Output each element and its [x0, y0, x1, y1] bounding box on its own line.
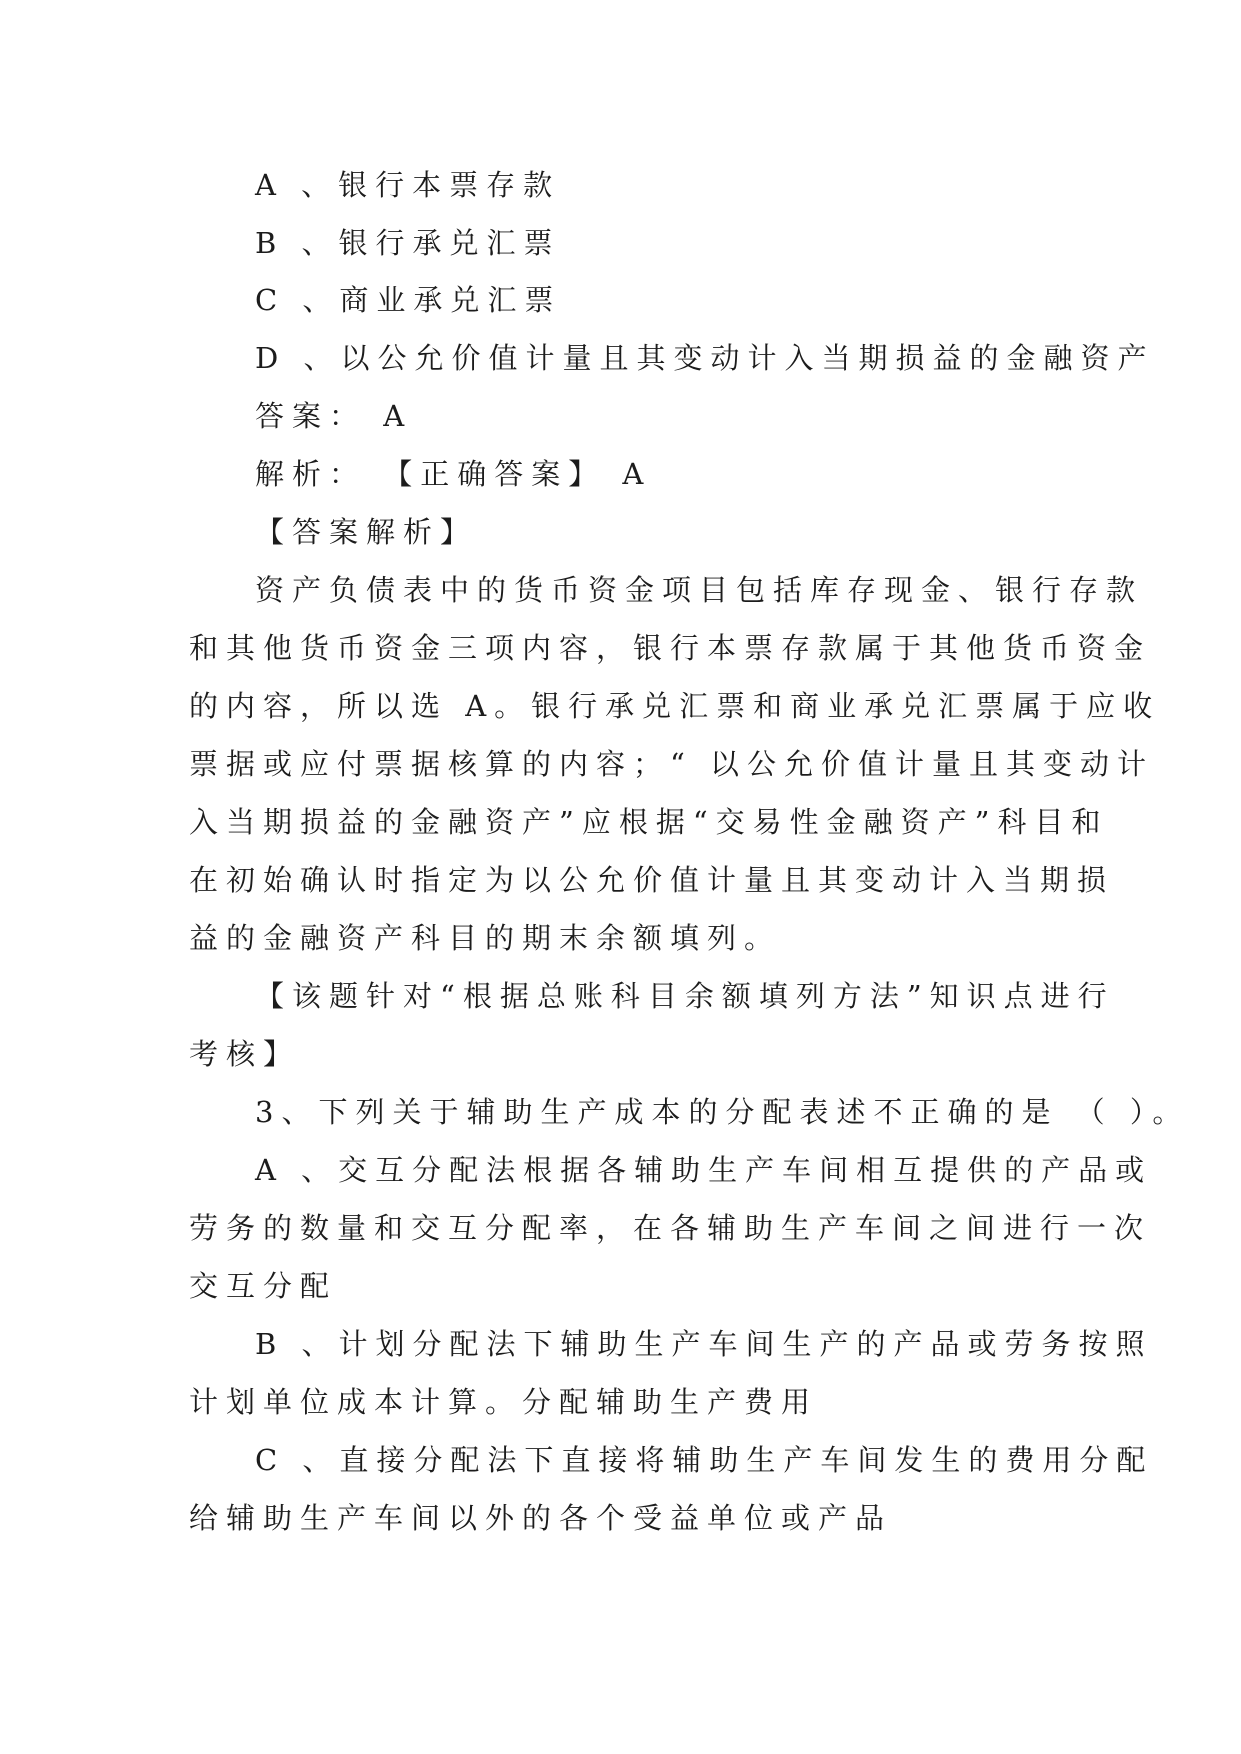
option-a: A 、银行本票存款 [255, 168, 561, 202]
analysis-line: 解析： 【正确答案】 A [255, 457, 652, 491]
option-b: B 、银行承兑汇票 [255, 226, 561, 260]
explanation-line: 票据或应付票据核算的内容；“ 以公允价值计量且其变动计 [189, 747, 1155, 781]
explanation-line: 资产负债表中的货币资金项目包括库存现金、银行存款 [255, 573, 1144, 607]
knowledge-point-line: 【该题针对“根据总账科目余额填列方法”知识点进行 [255, 979, 1115, 1013]
q3-option-c-line: 给辅助生产车间以外的各个受益单位或产品 [189, 1501, 893, 1535]
q3-option-a-line: 交互分配 [189, 1269, 338, 1303]
explanation-line: 在初始确认时指定为以公允价值计量且其变动计入当期损 [189, 863, 1115, 897]
q3-option-a-line: A 、交互分配法根据各辅助生产车间相互提供的产品或 [255, 1153, 1153, 1187]
q3-option-a-line: 劳务的数量和交互分配率，在各辅助生产车间之间进行一次 [189, 1211, 1152, 1245]
question-3: 3、下列关于辅助生产成本的分配表述不正确的是 （ ）。 [255, 1095, 1190, 1129]
option-d: D 、以公允价值计量且其变动计入当期损益的金融资产 [255, 341, 1155, 375]
q3-option-b-line: B 、计划分配法下辅助生产车间生产的产品或劳务按照 [255, 1327, 1153, 1361]
explanation-line: 和其他货币资金三项内容，银行本票存款属于其他货币资金 [189, 631, 1152, 665]
option-c: C 、商业承兑汇票 [255, 283, 562, 317]
q3-option-c-line: C 、直接分配法下直接将辅助生产车间发生的费用分配 [255, 1443, 1154, 1477]
answer-line: 答案： A [255, 399, 413, 433]
explanation-line: 入当期损益的金融资产”应根据“交易性金融资产”科目和 [189, 805, 1109, 839]
q3-option-b-line: 计划单位成本计算。分配辅助生产费用 [189, 1385, 819, 1419]
explanation-line: 的内容，所以选 A。银行承兑汇票和商业承兑汇票属于应收 [189, 689, 1161, 723]
explanation-line: 益的金融资产科目的期末余额填列。 [189, 921, 782, 955]
analysis-heading: 【答案解析】 [255, 515, 478, 549]
knowledge-point-line: 考核】 [189, 1037, 301, 1071]
